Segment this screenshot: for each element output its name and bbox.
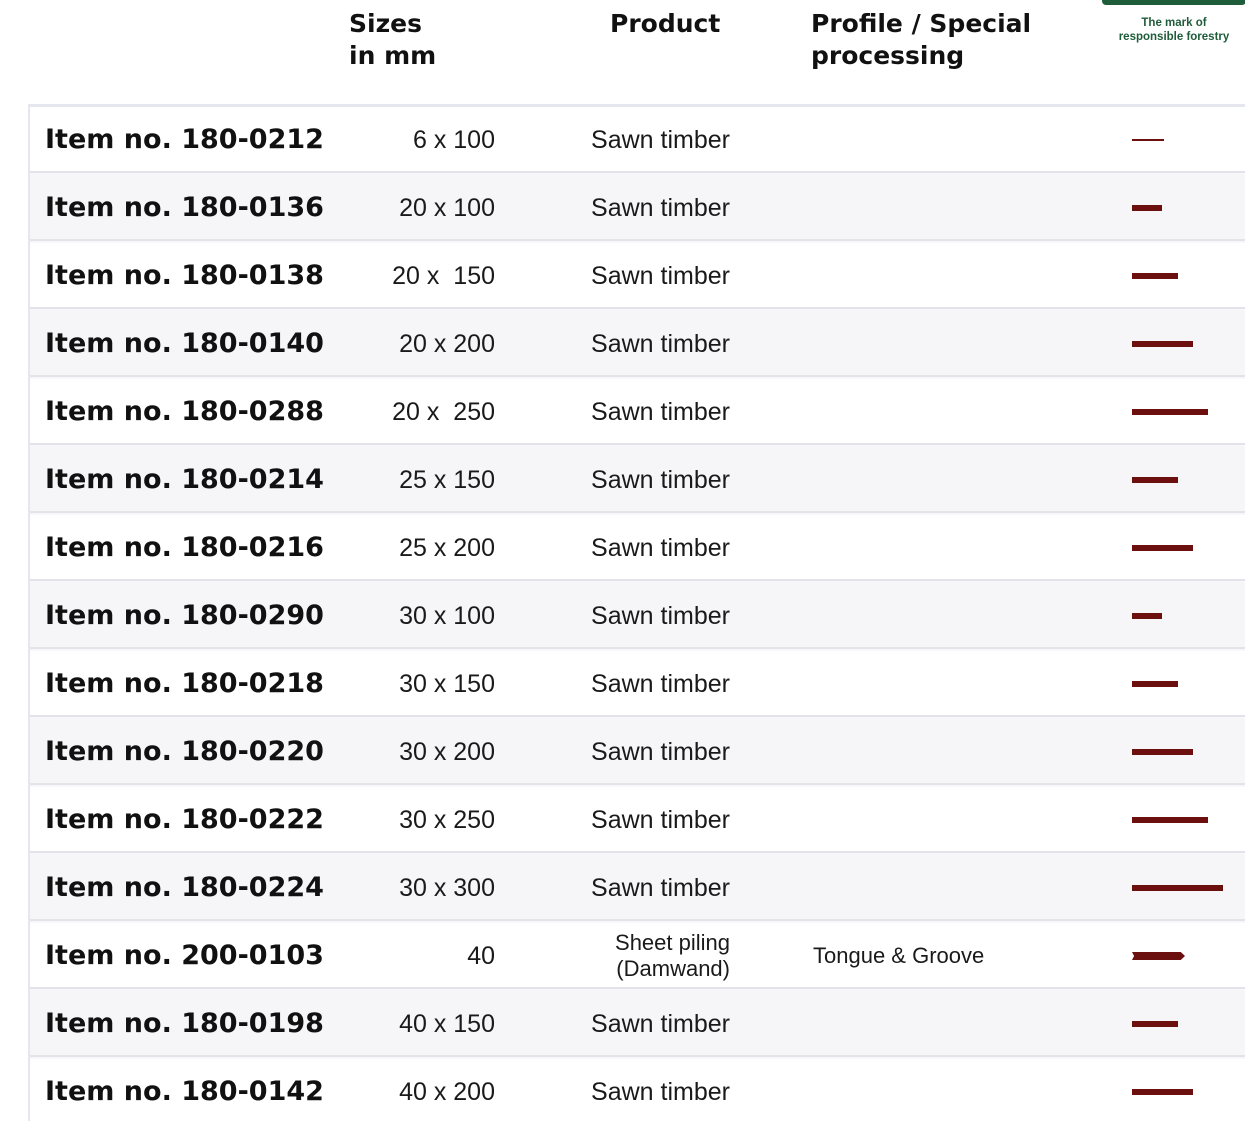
board-icon bbox=[1132, 205, 1162, 211]
row-divider bbox=[30, 1055, 1245, 1057]
thin-board-icon bbox=[1132, 139, 1164, 141]
product-label: Sawn timber bbox=[591, 1010, 730, 1038]
size-mm: 25 x 200 bbox=[399, 534, 495, 562]
product-name bbox=[550, 107, 730, 173]
product-label: Sawn timber bbox=[591, 670, 730, 698]
product-label: Sawn timber bbox=[591, 194, 730, 222]
table-row bbox=[30, 175, 1245, 241]
board-icon bbox=[1132, 613, 1162, 619]
table-row bbox=[30, 107, 1245, 173]
size-mm: 20 x 250 bbox=[392, 398, 495, 426]
item-number: Item no. 180-0198 bbox=[45, 1008, 324, 1039]
item-number: Item no. 200-0103 bbox=[45, 940, 324, 971]
product-label: Sawn timber bbox=[591, 1078, 730, 1106]
item-number: Item no. 180-0222 bbox=[45, 804, 324, 835]
table-row bbox=[30, 583, 1245, 649]
product-name bbox=[550, 991, 730, 1057]
size-mm: 20 x 150 bbox=[392, 262, 495, 290]
row-divider bbox=[30, 987, 1245, 989]
table-row bbox=[30, 923, 1245, 989]
product-name bbox=[550, 583, 730, 649]
size-mm: 40 bbox=[467, 942, 495, 970]
item-number: Item no. 180-0136 bbox=[45, 192, 324, 223]
row-divider bbox=[30, 307, 1245, 309]
item-number: Item no. 180-0214 bbox=[45, 464, 324, 495]
product-name bbox=[550, 311, 730, 377]
size-mm: 30 x 300 bbox=[399, 874, 495, 902]
size-mm: 40 x 150 bbox=[399, 1010, 495, 1038]
header-sizes: Sizes in mm bbox=[349, 9, 437, 70]
board-icon bbox=[1132, 885, 1223, 891]
product-name bbox=[550, 651, 730, 717]
board-icon bbox=[1132, 749, 1193, 755]
size-mm: 30 x 100 bbox=[399, 602, 495, 630]
table-row bbox=[30, 515, 1245, 581]
table-row bbox=[30, 651, 1245, 717]
row-divider bbox=[30, 647, 1245, 649]
product-label: Sawn timber bbox=[591, 738, 730, 766]
product-name bbox=[550, 175, 730, 241]
size-mm: 25 x 150 bbox=[399, 466, 495, 494]
row-divider bbox=[30, 375, 1245, 377]
board-icon bbox=[1132, 1021, 1178, 1027]
item-number: Item no. 180-0142 bbox=[45, 1076, 324, 1107]
size-mm: 30 x 150 bbox=[399, 670, 495, 698]
table-row bbox=[30, 855, 1245, 921]
size-mm: 20 x 200 bbox=[399, 330, 495, 358]
row-divider bbox=[30, 171, 1245, 173]
table-row bbox=[30, 1059, 1245, 1121]
fsc-logo bbox=[1102, 0, 1245, 48]
size-mm: 20 x 100 bbox=[399, 194, 495, 222]
product-table bbox=[28, 104, 1245, 1121]
board-icon bbox=[1132, 409, 1208, 415]
product-name bbox=[550, 515, 730, 581]
item-number: Item no. 180-0212 bbox=[45, 124, 324, 155]
product-name bbox=[550, 923, 730, 989]
product-label: Sawn timber bbox=[591, 398, 730, 426]
board-icon bbox=[1132, 477, 1178, 483]
table-row bbox=[30, 243, 1245, 309]
product-name bbox=[550, 1059, 730, 1121]
header-product: Product bbox=[610, 9, 721, 38]
product-name bbox=[550, 855, 730, 921]
table-row bbox=[30, 447, 1245, 513]
size-mm: 30 x 250 bbox=[399, 806, 495, 834]
board-icon bbox=[1132, 545, 1193, 551]
board-icon bbox=[1132, 817, 1208, 823]
board-icon bbox=[1132, 273, 1178, 279]
sheet-piling-icon bbox=[1132, 952, 1185, 960]
row-divider bbox=[30, 783, 1245, 785]
board-icon bbox=[1132, 1089, 1193, 1095]
product-name bbox=[550, 447, 730, 513]
fsc-logo-bar bbox=[1102, 0, 1245, 5]
product-label: Sawn timber bbox=[591, 602, 730, 630]
item-number: Item no. 180-0138 bbox=[45, 260, 324, 291]
product-name bbox=[550, 379, 730, 445]
product-name bbox=[550, 787, 730, 853]
header-profile: Profile / Special processing bbox=[811, 9, 1032, 70]
row-divider bbox=[30, 511, 1245, 513]
product-label: Sawn timber bbox=[591, 534, 730, 562]
product-label: Sheet piling (Damwand) bbox=[615, 930, 730, 981]
item-number: Item no. 180-0224 bbox=[45, 872, 324, 903]
row-divider bbox=[30, 919, 1245, 921]
table-row bbox=[30, 379, 1245, 445]
product-name bbox=[550, 243, 730, 309]
fsc-tagline: The mark of responsible forestry bbox=[1118, 17, 1230, 43]
product-label: Sawn timber bbox=[591, 466, 730, 494]
row-divider bbox=[30, 239, 1245, 241]
size-mm: 6 x 100 bbox=[412, 126, 495, 154]
board-icon bbox=[1132, 341, 1193, 347]
product-label: Sawn timber bbox=[591, 262, 730, 290]
item-number: Item no. 180-0218 bbox=[45, 668, 324, 699]
item-number: Item no. 180-0220 bbox=[45, 736, 324, 767]
product-label: Sawn timber bbox=[591, 330, 730, 358]
row-divider bbox=[30, 443, 1245, 445]
product-label: Sawn timber bbox=[591, 126, 730, 154]
board-icon bbox=[1132, 681, 1178, 687]
row-divider bbox=[30, 715, 1245, 717]
product-label: Sawn timber bbox=[591, 806, 730, 834]
row-divider bbox=[30, 579, 1245, 581]
table-row bbox=[30, 991, 1245, 1057]
product-label: Sawn timber bbox=[591, 874, 730, 902]
item-number: Item no. 180-0140 bbox=[45, 328, 324, 359]
item-number: Item no. 180-0216 bbox=[45, 532, 324, 563]
size-mm: 30 x 200 bbox=[399, 738, 495, 766]
profile-processing: Tongue & Groove bbox=[813, 943, 985, 968]
table-row bbox=[30, 787, 1245, 853]
table-row bbox=[30, 311, 1245, 377]
row-divider bbox=[30, 851, 1245, 853]
table-row bbox=[30, 719, 1245, 785]
size-mm: 40 x 200 bbox=[399, 1078, 495, 1106]
item-number: Item no. 180-0288 bbox=[45, 396, 324, 427]
item-number: Item no. 180-0290 bbox=[45, 600, 324, 631]
product-name bbox=[550, 719, 730, 785]
